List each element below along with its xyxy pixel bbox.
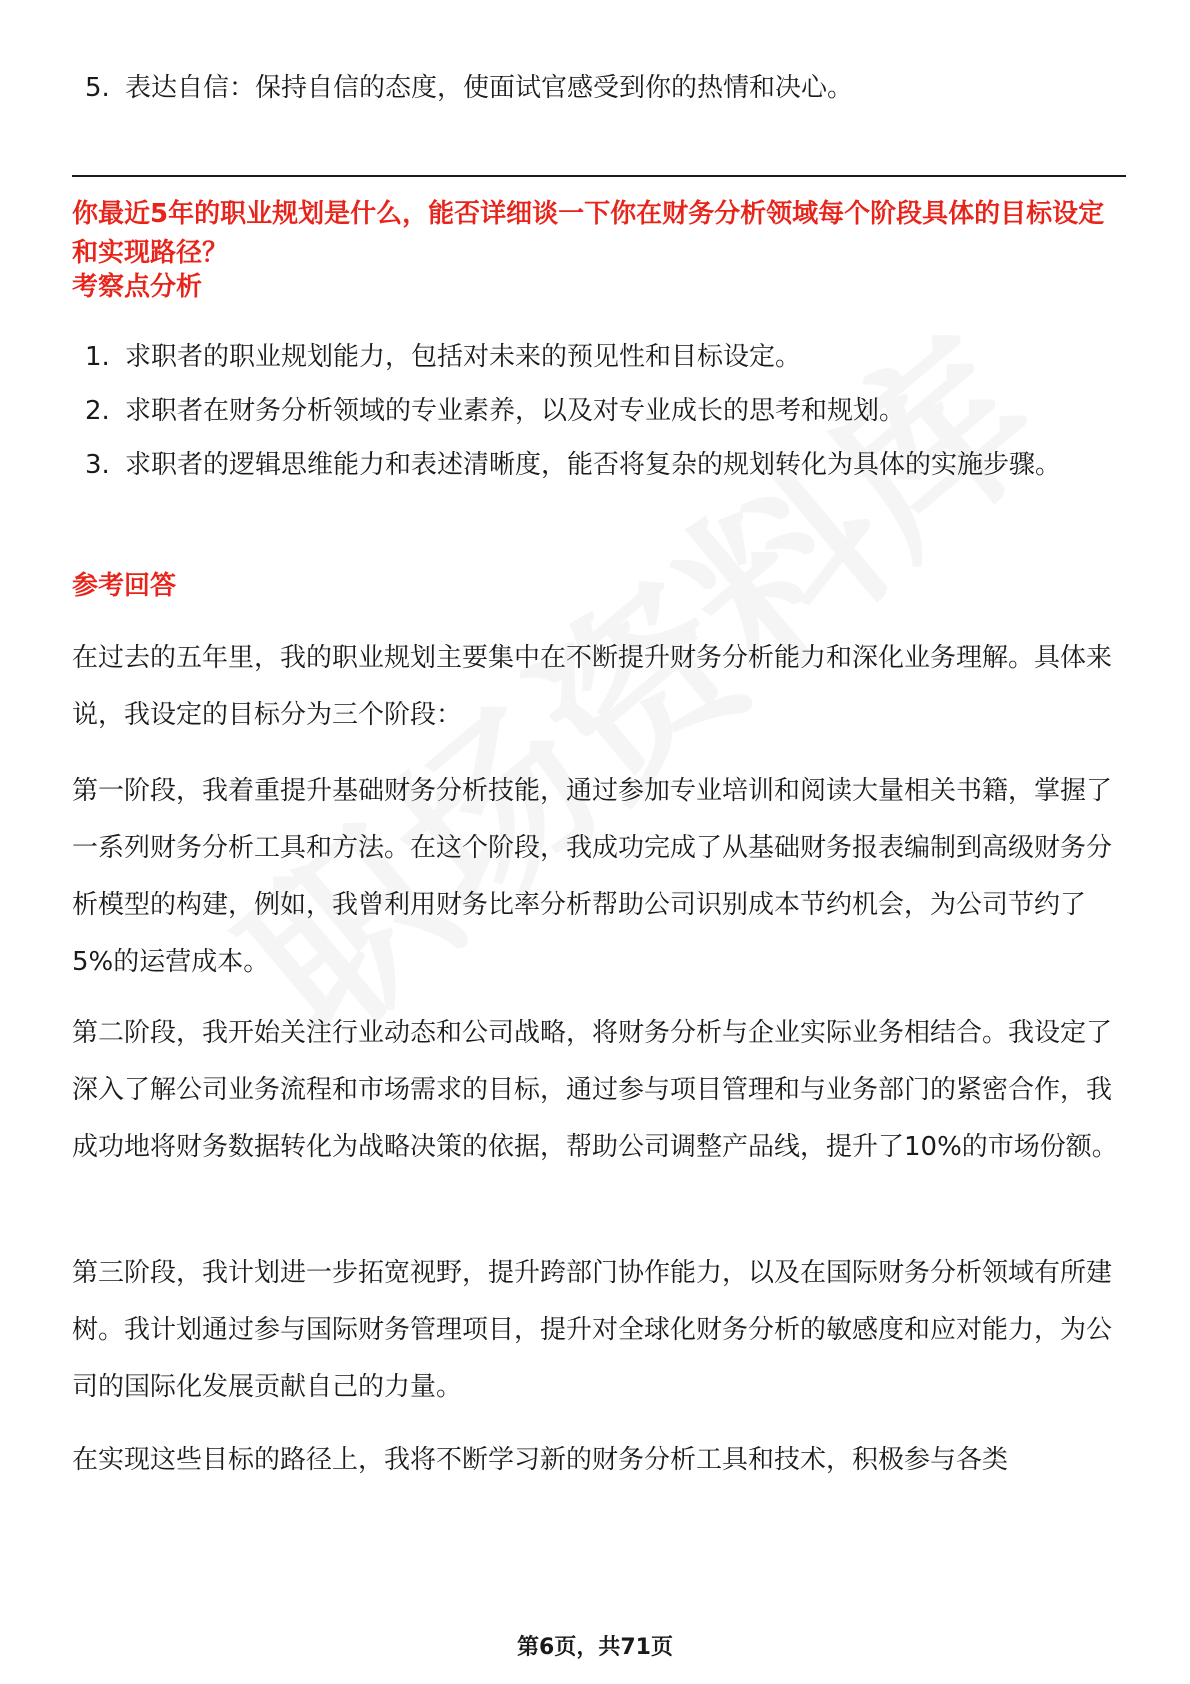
list-text: 求职者的逻辑思维能力和表述清晰度，能否将复杂的规划转化为具体的实施步骤。: [125, 450, 1062, 480]
list-text: 求职者在财务分析领域的专业素养，以及对专业成长的思考和规划。: [125, 396, 906, 426]
answer-paragraph-1: 在过去的五年里，我的职业规划主要集中在不断提升财务分析能力和深化业务理解。具体来说，我设定的目标分为三个阶段：: [72, 643, 1113, 730]
answer-paragraph-3: 第二阶段，我开始关注行业动态和公司战略，将财务分析与企业实际业务相结合。我设定了深入了解公司业务流程和市场需求的目标，通过参与项目管理和与业务部门的紧密合作，我成功地将财务数据转化为战略决策的依据，帮助公司调整产品线，提升了10%的市场份额。: [72, 1018, 1118, 1162]
analysis-heading: 考察点分析: [72, 272, 203, 302]
answer-paragraph-5: 在实现这些目标的路径上，我将不断学习新的财务分析工具和技术，积极参与各类: [72, 1445, 1009, 1475]
list-number: 3.: [85, 450, 110, 480]
question-title: 你最近5年的职业规划是什么，能否详细谈一下你在财务分析领域每个阶段具体的目标设定和实现路径？: [72, 199, 1105, 268]
answer-paragraph-2: 第一阶段，我着重提升基础财务分析技能，通过参加专业培训和阅读大量相关书籍，掌握了一系列财务分析工具和方法。在这个阶段，我成功完成了从基础财务报表编制到高级财务分析模型的构建，例如，我曾利用财务比率分析帮助公司识别成本节约机会，为公司节约了5%的运营成本。: [72, 776, 1113, 977]
list-number: 5.: [85, 73, 110, 103]
list-text: 表达自信：保持自信的态度，使面试官感受到你的热情和决心。: [125, 73, 854, 103]
answer-paragraph-4: 第三阶段，我计划进一步拓宽视野，提升跨部门协作能力，以及在国际财务分析领域有所建树。我计划通过参与国际财务管理项目，提升对全球化财务分析的敏感度和应对能力，为公司的国际化发展贡献自己的力量。: [72, 1258, 1113, 1402]
section-divider: [72, 175, 1126, 177]
page-number: 第6页，共71页: [517, 1635, 673, 1660]
list-number: 1.: [85, 342, 110, 372]
list-number: 2.: [85, 396, 110, 426]
answer-heading: 参考回答: [72, 571, 177, 601]
list-text: 求职者的职业规划能力，包括对未来的预见性和目标设定。: [125, 342, 802, 372]
